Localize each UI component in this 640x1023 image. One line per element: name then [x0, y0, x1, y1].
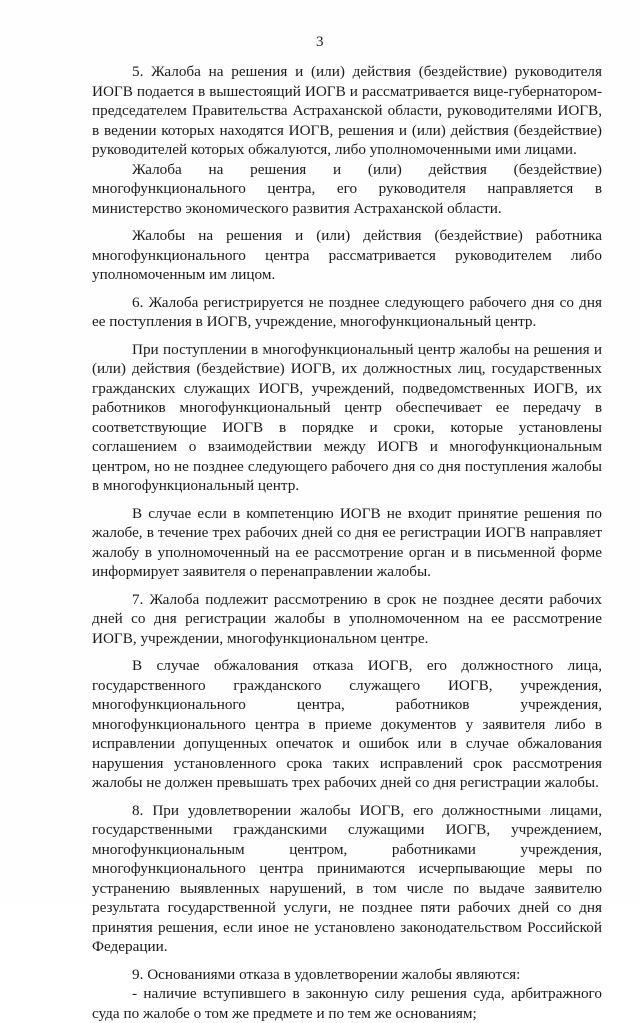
paragraph-mfc-transfer: При поступлении в многофункциональный центр жалобы на решения и (или) действия (бездействие) ИОГВ, их должностных лиц, государственных гражданских служащих ИОГВ, учреждений, подведомственных ИОГВ, их работников многофункциональный центр обеспечивает ее передачу в соответствующие ИОГВ в порядке и сроки, которые установлены соглашением о взаимодействии между ИОГВ и многофункциональным центром, но не позднее следующего рабочего дня со дня поступления жалобы в многофункциональный центр. — [92, 340, 602, 494]
paragraph-redirect: В случае если в компетенцию ИОГВ не входит принятие решения по жалобе, в течение трех рабочих дней со дня ее регистрации ИОГВ направляет жалобу в уполномоченный на ее рассмотрение орган и в письменной форме информирует заявителя о перенаправлении жалобы. — [92, 504, 602, 580]
page-number: 3 — [316, 34, 324, 50]
paragraph-mfc-complaint: Жалоба на решения и (или) действия (бездействие) многофункционального центра, его руководителя направляется в министерство экономического развития Астраханской области. — [92, 160, 602, 217]
paragraph-6-registration: 6. Жалоба регистрируется не позднее следующего рабочего дня со дня ее поступления в ИОГВ, учреждение, многофункциональный центр. — [92, 293, 602, 330]
paragraph-5-complaint-head: 5. Жалоба на решения и (или) действия (бездействие) руководителя ИОГВ подается в вышестоящий ИОГВ и рассматривается вице-губернатором-председателем Правительства Астраханской области, руководителями ИОГВ, в ведении которых находятся ИОГВ, решения и (или) действия (бездействие) руководителей которых обжалуются, либо уполномоченными ими лицами. — [92, 63, 602, 158]
list-item-court-decision: - наличие вступившего в законную силу решения суда, арбитражного суда по жалобе о том же предмете и по тем же основаниям; — [92, 985, 602, 1022]
paragraph-7-review-term: 7. Жалоба подлежит рассмотрению в срок не позднее десяти рабочих дней со дня регистрации жалобы в уполномоченном на ее рассмотрение ИОГВ, учреждении, многофункциональном центре. — [92, 590, 602, 647]
paragraph-9-refusal-grounds: 9. Основаниями отказа в удовлетворении жалобы являются: — [132, 965, 521, 983]
document-body — [92, 62, 602, 1023]
paragraph-mfc-worker-complaint: Жалобы на решения и (или) действия (бездействие) работника многофункционального центра рассматривается руководителем либо уполномоченным им лицом. — [92, 227, 602, 283]
paragraph-refusal-appeal: В случае обжалования отказа ИОГВ, его должностного лица, государственного гражданского служащего ИОГВ, учреждения, многофункционального центра, работников учреждения, многофункционального центра в приеме документов у заявителя либо в исправлении допущенных опечаток и ошибок или в случае обжалования нарушения установленного срока таких исправлений срок рассмотрения жалобы не должен превышать трех рабочих дней со дня регистрации жалобы. — [92, 657, 602, 791]
paragraph-8-satisfaction: 8. При удовлетворении жалобы ИОГВ, его должностными лицами, государственными гражданскими служащими ИОГВ, учреждением, многофункциональным центром, работниками учреждения, многофункционального центра принимаются исчерпывающие меры по устранению выявленных нарушений, в том числе по выдаче заявителю результата государственной услуги, не позднее пяти рабочих дней со дня принятия решения, если иное не установлено законодательством Российской Федерации. — [92, 801, 602, 955]
